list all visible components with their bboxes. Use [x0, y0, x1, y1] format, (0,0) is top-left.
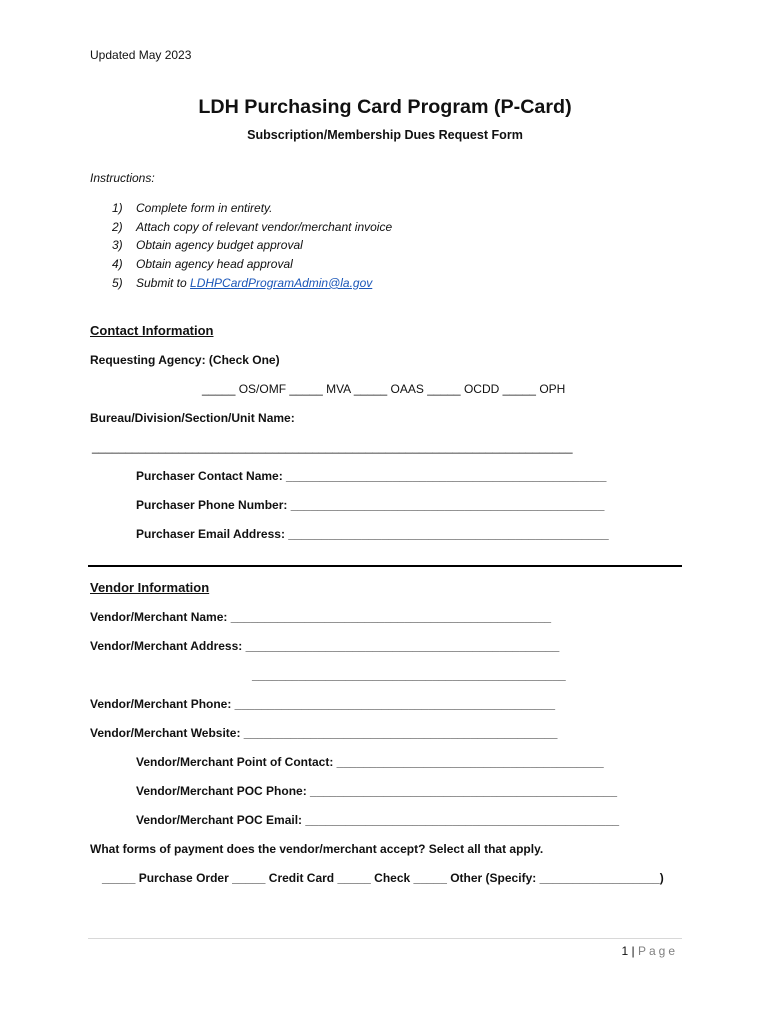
- unit-name-label: Bureau/Division/Section/Unit Name:: [90, 411, 295, 425]
- page-word: Page: [637, 944, 678, 958]
- payment-question: What forms of payment does the vendor/merchant accept? Select all that apply.: [90, 842, 544, 856]
- vendor-phone-field[interactable]: Vendor/Merchant Phone: ________________________________________________: [90, 697, 556, 711]
- email-address-field[interactable]: Purchaser Email Address: ________________________________________________: [136, 527, 609, 541]
- phone-number-field[interactable]: Purchaser Phone Number: _______________________________________________: [136, 498, 605, 512]
- contact-name-field[interactable]: Purchaser Contact Name: ________________________________________________: [136, 469, 607, 483]
- page-separator: |: [628, 944, 638, 958]
- unit-name-field[interactable]: ________________________________________________________________________: [92, 440, 573, 454]
- contact-section-heading: Contact Information: [90, 323, 214, 338]
- vendor-name-field[interactable]: Vendor/Merchant Name: ________________________________________________: [90, 610, 552, 624]
- instructions-label: Instructions:: [90, 171, 155, 185]
- vendor-poc-phone-field[interactable]: Vendor/Merchant POC Phone: ______________________________________________: [136, 784, 618, 798]
- email-link[interactable]: LDHPCardProgramAdmin@la.gov: [190, 275, 373, 290]
- agency-options[interactable]: _____ OS/OMF _____ MVA _____ OAAS _____ OCDD _____ OPH: [202, 382, 566, 396]
- vendor-section-heading: Vendor Information: [90, 580, 210, 595]
- vendor-address-field[interactable]: Vendor/Merchant Address: _______________________________________________: [90, 639, 560, 653]
- instruction-item: 2) Attach copy of relevant vendor/merchant invoice: [112, 219, 393, 234]
- vendor-website-field[interactable]: Vendor/Merchant Website: _______________________________________________: [90, 726, 558, 740]
- updated-date: Updated May 2023: [90, 48, 192, 62]
- instruction-item: 5) Submit to LDHPCardProgramAdmin@la.gov: [112, 275, 373, 290]
- instructions-list: [112, 199, 392, 292]
- payment-options[interactable]: _____ Purchase Order _____ Credit Card _____ Check _____ Other (Specify: __________________): [102, 871, 664, 885]
- agency-label: Requesting Agency: (Check One): [90, 353, 280, 367]
- instruction-item: 3) Obtain agency budget approval: [112, 238, 303, 253]
- instruction-item: 1) Complete form in entirety.: [112, 201, 273, 215]
- page-footer: [621, 944, 678, 958]
- footer-divider: [88, 938, 682, 939]
- form-subtitle: Subscription/Membership Dues Request Form: [247, 128, 523, 142]
- form-title: LDH Purchasing Card Program (P-Card): [198, 96, 572, 118]
- vendor-poc-email-field[interactable]: Vendor/Merchant POC Email: _______________________________________________: [136, 813, 620, 827]
- page-number: 1: [621, 944, 629, 958]
- instruction-item: 4) Obtain agency head approval: [112, 257, 293, 272]
- section-divider: [88, 565, 682, 567]
- vendor-address-line2-field[interactable]: _______________________________________________: [252, 668, 566, 682]
- vendor-poc-field[interactable]: Vendor/Merchant Point of Contact: ________________________________________: [136, 755, 604, 769]
